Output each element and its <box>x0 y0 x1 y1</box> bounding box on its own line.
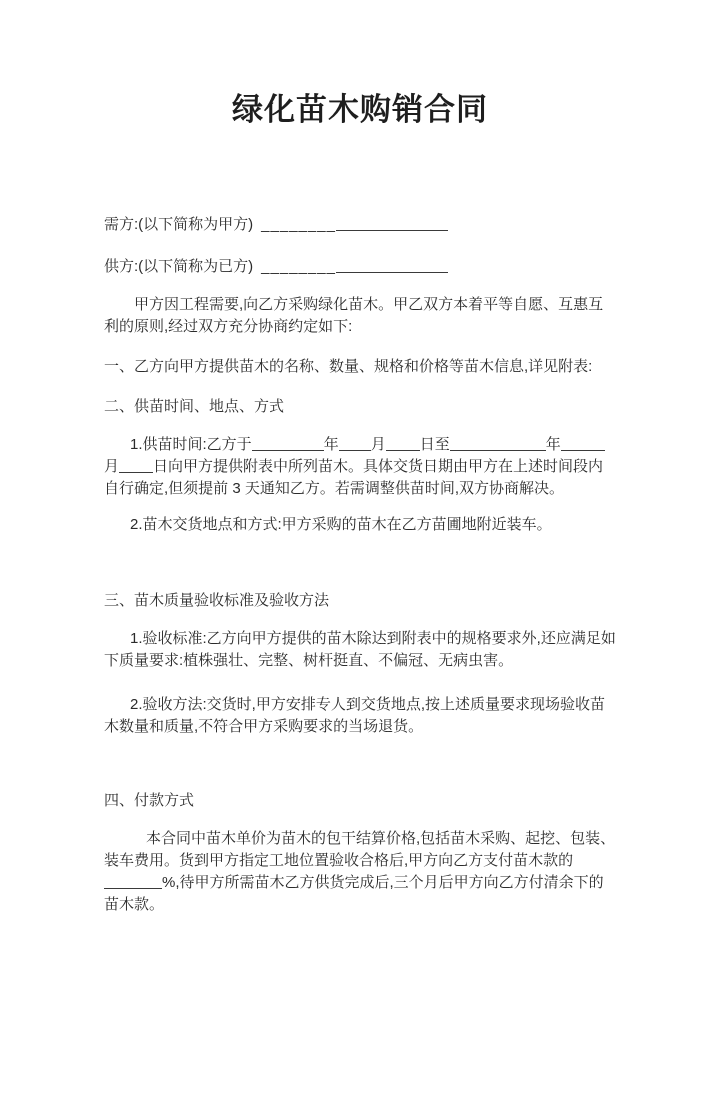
party-a-blank-line <box>336 215 448 231</box>
supply-time-item <box>104 434 616 500</box>
party-b-underscores: ________ <box>261 258 336 275</box>
acceptance-standard-item: 1.验收标准:乙方向甲方提供的苗木除达到附表中的规格要求外,还应满足如下质量要求:植株强壮、完整、树杆挺直、不偏冠、无病虫害。 <box>104 630 616 669</box>
supply-time-lead: 1.供苗时间:乙方于 <box>130 436 252 453</box>
percent-blank <box>104 873 162 889</box>
month1-label: 月 <box>370 436 386 453</box>
party-b-blank-line <box>336 257 448 273</box>
end-month-blank <box>561 435 605 451</box>
supply-time-tail: 日向甲方提供附表中所列苗木。具体交货日期由甲方在上述时间段内自行确定,但须提前 3 天通知乙方。若需调整供苗时间,双方协商解决。 <box>104 458 604 497</box>
payment-lead: 本合同中苗木单价为苗木的包干结算价格,包括苗木采购、起挖、包装、装车费用。货到甲方指定工地位置验收合格后,甲方向乙方支付苗木款的 <box>104 830 616 869</box>
year1-label: 年 <box>323 436 339 453</box>
day-to-label: 日至 <box>419 436 450 453</box>
end-day-blank <box>119 457 153 473</box>
delivery-place-item: 2.苗木交货地点和方式:甲方采购的苗木在乙方苗圃地附近装车。 <box>130 516 552 533</box>
intro-paragraph: 甲方因工程需要,向乙方采购绿化苗木。甲乙双方本着平等自愿、互惠互利的原则,经过双方充分协商约定如下: <box>104 296 604 335</box>
end-year-blank <box>450 435 546 451</box>
start-month-blank <box>339 435 371 451</box>
party-a-label: 需方:(以下简称为甲方) <box>104 216 254 233</box>
party-a-line <box>104 214 616 236</box>
party-a-underscores: ________ <box>261 216 336 233</box>
start-year-blank <box>252 435 324 451</box>
clause-four-heading: 四、付款方式 <box>104 792 195 809</box>
clause-two-heading: 二、供苗时间、地点、方式 <box>104 398 285 415</box>
contract-title: 绿化苗木购销合同 <box>232 92 488 127</box>
clause-one: 一、乙方向甲方提供苗木的名称、数量、规格和价格等苗木信息,详见附表: <box>104 358 593 375</box>
month2-label: 月 <box>104 458 120 475</box>
payment-tail: ,待甲方所需苗木乙方供货完成后,三个月后甲方向乙方付清余下的苗木款。 <box>104 874 604 913</box>
party-b-line <box>104 256 616 278</box>
percent-group <box>104 874 175 891</box>
year2-label: 年 <box>545 436 561 453</box>
contract-page <box>0 88 720 916</box>
party-b-label: 供方:(以下简称为已方) <box>104 258 254 275</box>
clause-three-heading: 三、苗木质量验收标准及验收方法 <box>104 592 330 609</box>
acceptance-method-item: 2.验收方法:交货时,甲方安排专人到交货地点,按上述质量要求现场验收苗木数量和质量,不符合甲方采购要求的当场退货。 <box>104 696 606 735</box>
start-day-blank <box>386 435 420 451</box>
payment-paragraph <box>104 828 616 916</box>
percent-sign: % <box>162 874 176 891</box>
